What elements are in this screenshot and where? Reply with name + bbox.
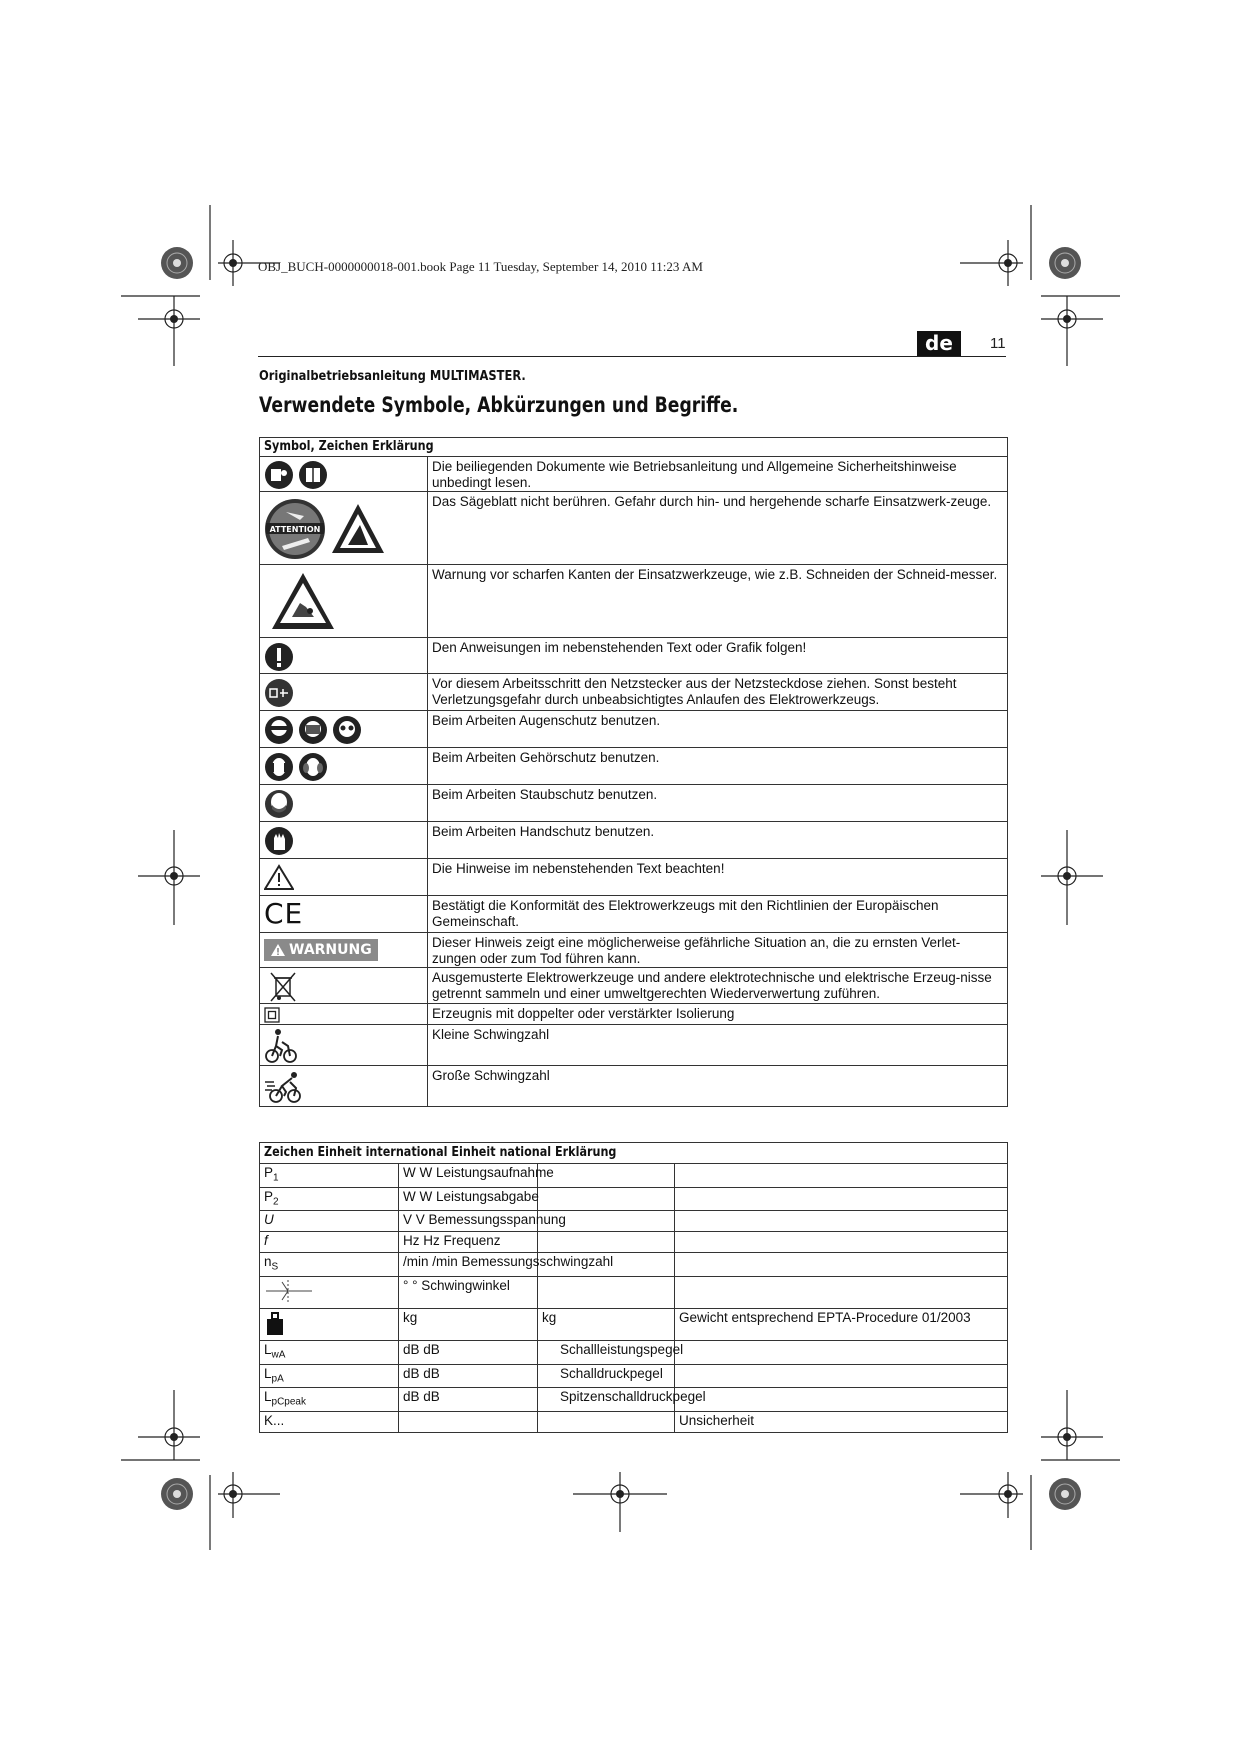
unit-national: kg bbox=[542, 1310, 557, 1326]
unit-symbol: L bbox=[264, 1342, 272, 1358]
language-badge: de bbox=[917, 331, 961, 356]
symbol-description: Kleine Schwingzahl bbox=[432, 1027, 550, 1042]
unit-symbol: f bbox=[264, 1233, 268, 1249]
symbol-description: Beim Arbeiten Gehörschutz benutzen. bbox=[432, 750, 660, 765]
symbol-description: Die beiliegenden Dokumente wie Betriebsanleitung und Allgemeine Sicherheitshinweise unbedingt lesen. bbox=[432, 459, 957, 490]
unit-description: dB dB bbox=[403, 1389, 440, 1405]
registration-target-bottom-right bbox=[1049, 1478, 1081, 1510]
unit-explanation: Gewicht entsprechend EPTA-Procedure 01/2003 bbox=[679, 1310, 971, 1326]
unit-symbol: L bbox=[264, 1365, 272, 1381]
symbol-description: Bestätigt die Konformität des Elektrowerkzeugs mit den Richtlinien der Europäischen Gemeinschaft. bbox=[432, 898, 939, 929]
symbol-description: Den Anweisungen im nebenstehenden Text oder Grafik folgen! bbox=[432, 640, 807, 655]
registration-target-top-left bbox=[161, 247, 193, 279]
symbol-description: Beim Arbeiten Augenschutz benutzen. bbox=[432, 713, 661, 728]
symbol-description: Ausgemusterte Elektrowerkzeuge und andere elektrotechnische und elektrische Erzeug-nisse getrennt sammeln und einer umweltgerechten Wiederverwertung zuführen. bbox=[432, 970, 992, 1001]
unit-symbol-subscript: wA bbox=[271, 1349, 286, 1361]
symbol-description: Dieser Hinweis zeigt eine möglicherweise gefährliche Situation an, die zu ernsten Verlet-zungen oder zum Tod führen kann. bbox=[432, 935, 961, 966]
unit-symbol: P bbox=[264, 1165, 274, 1180]
unit-description: V V Bemessungsspannung bbox=[403, 1212, 566, 1228]
symbol-description: Große Schwingzahl bbox=[432, 1068, 550, 1083]
unit-national: Schallleistungspegel bbox=[560, 1342, 684, 1358]
book-metadata-line: OBJ_BUCH-0000000018-001.book Page 11 Tuesday, September 14, 2010 11:23 AM bbox=[258, 259, 703, 274]
page-number: 11 bbox=[990, 335, 1006, 352]
unit-symbol-subscript: pA bbox=[271, 1373, 284, 1385]
symbol-description: Die Hinweise im nebenstehenden Text beachten! bbox=[432, 861, 725, 876]
unit-national: Schalldruckpegel bbox=[560, 1365, 663, 1381]
page-title: Verwendete Symbole, Abkürzungen und Begriffe. bbox=[259, 393, 739, 417]
ce-mark-icon: CE bbox=[264, 897, 304, 930]
unit-description: dB dB bbox=[403, 1365, 440, 1381]
symbol-description: Vor diesem Arbeitsschritt den Netzstecker aus der Netzsteckdose ziehen. Sonst besteht Verletzungsgefahr durch unbeabsichtigtes Anlaufen des Elektrowerkzeugs. bbox=[432, 676, 957, 707]
unit-symbol: L bbox=[264, 1389, 272, 1405]
unit-symbol-subscript: 2 bbox=[273, 1196, 279, 1208]
unit-description: Hz Hz Frequenz bbox=[403, 1233, 501, 1249]
unit-description: W W Leistungsaufnahme bbox=[403, 1165, 554, 1180]
units-header-text: Zeichen Einheit international Einheit national Erklärung bbox=[264, 1145, 617, 1160]
unit-symbol-subscript: pCpeak bbox=[271, 1397, 306, 1409]
registration-target-bottom-left bbox=[161, 1478, 193, 1510]
symbols-header-text: Symbol, Zeichen Erklärung bbox=[264, 439, 434, 454]
unit-national: Spitzenschalldruckpegel bbox=[560, 1389, 706, 1405]
symbol-description: Beim Arbeiten Handschutz benutzen. bbox=[432, 824, 655, 839]
warnung-label-text: WARNUNG bbox=[289, 942, 372, 958]
unit-explanation: Unsicherheit bbox=[679, 1413, 755, 1429]
unit-description: /min /min Bemessungsschwingzahl bbox=[403, 1254, 614, 1270]
symbol-description: Beim Arbeiten Staubschutz benutzen. bbox=[432, 787, 658, 802]
unit-description: kg bbox=[403, 1310, 418, 1326]
unit-symbol: K... bbox=[264, 1413, 285, 1429]
unit-symbol-subscript: S bbox=[271, 1262, 279, 1274]
registration-target-top-right bbox=[1049, 247, 1081, 279]
attention-label: ATTENTION bbox=[269, 525, 321, 534]
unit-description: ° ° Schwingwinkel bbox=[403, 1278, 510, 1294]
unit-description: W W Leistungsabgabe bbox=[403, 1188, 539, 1204]
symbol-description: Das Sägeblatt nicht berühren. Gefahr durch hin- und hergehende scharfe Einsatzwerk-zeuge. bbox=[432, 494, 992, 509]
symbol-description: Erzeugnis mit doppelter oder verstärkter Isolierung bbox=[432, 1006, 735, 1021]
unit-description: dB dB bbox=[403, 1342, 440, 1358]
manual-subtitle: Originalbetriebsanleitung MULTIMASTER. bbox=[259, 368, 526, 384]
unit-symbol: P bbox=[264, 1188, 274, 1204]
unit-symbol-subscript: 1 bbox=[273, 1172, 279, 1184]
symbol-description: Warnung vor scharfen Kanten der Einsatzwerkzeuge, wie z.B. Schneiden der Schneid-messer. bbox=[432, 567, 998, 582]
unit-symbol: n bbox=[264, 1254, 272, 1270]
unit-symbol: U bbox=[264, 1212, 274, 1228]
